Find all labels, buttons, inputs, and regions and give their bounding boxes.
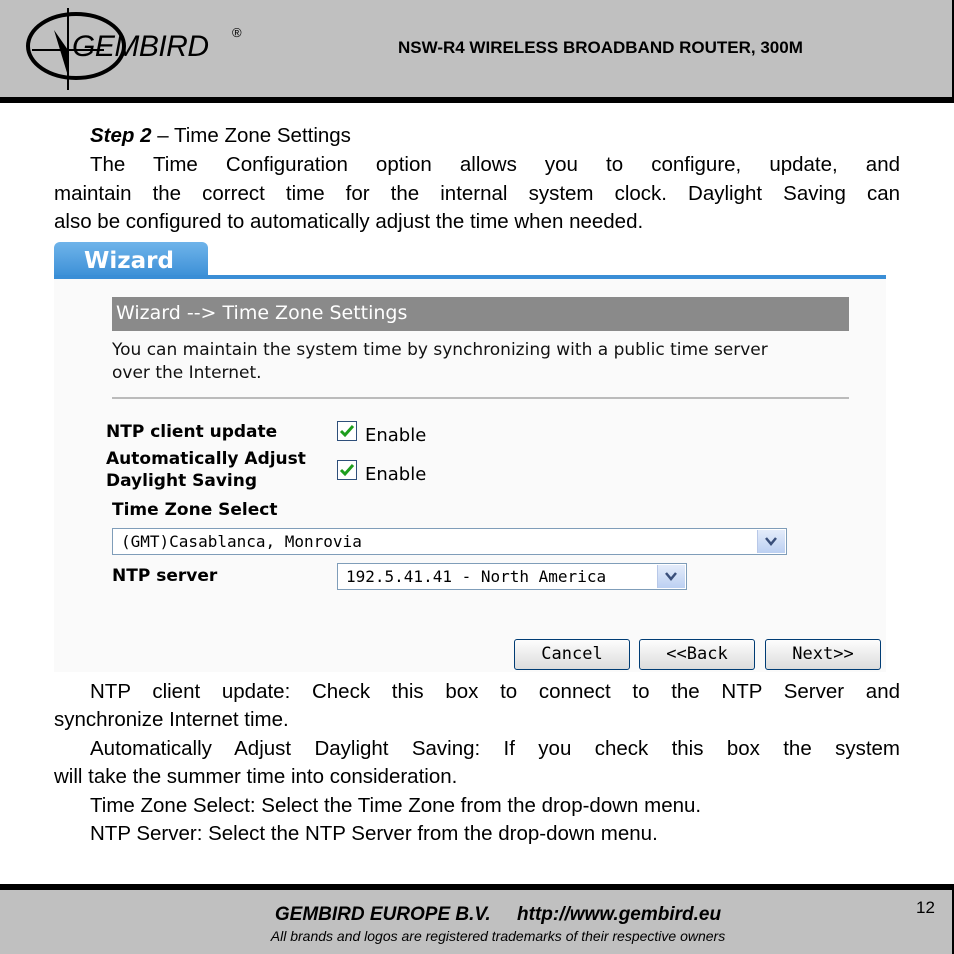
step-label: Step 2 (90, 124, 152, 147)
dst-explanation-line-2: will take the summer time into consideration. (54, 765, 458, 788)
wizard-screenshot (54, 238, 886, 672)
checkmark-icon (339, 423, 355, 439)
dst-label (106, 448, 306, 492)
tz-label: Time Zone Select (112, 500, 278, 520)
ntp-client-label: NTP client update (106, 422, 278, 442)
footer-company: GEMBIRD EUROPE B.V. http://www.gembird.eu (274, 904, 722, 925)
page-header (0, 0, 954, 97)
dst-enable-label: Enable (365, 464, 427, 485)
page-footer (0, 890, 954, 954)
footer-trademark: All brands and logos are registered trademarks of their respective owners (270, 928, 726, 944)
dst-explanation-line-1: Automatically Adjust Daylight Saving: If you check this box the system (90, 737, 900, 760)
tab-wizard[interactable] (54, 242, 208, 278)
ntp-client-enable-label: Enable (365, 425, 427, 446)
step-dash: – (151, 124, 174, 147)
ntp-server-label: NTP server (112, 566, 218, 586)
tz-dropdown-button[interactable] (757, 530, 785, 553)
dst-checkbox[interactable] (337, 460, 357, 480)
ntp-client-checkbox[interactable] (337, 421, 357, 441)
section-title: Wizard --> Time Zone Settings (116, 302, 408, 324)
dst-label-line-1: Automatically Adjust (106, 449, 306, 469)
section-divider (112, 397, 849, 399)
ntp-explanation-line-1: NTP client update: Check this box to connect to the NTP Server and (90, 680, 900, 703)
tz-select-value: (GMT)Casablanca, Monrovia (121, 532, 362, 551)
description-line-1: You can maintain the system time by synchronizing with a public time server (112, 340, 768, 360)
chevron-down-icon (765, 537, 777, 546)
registered-mark: ® (232, 25, 242, 40)
back-button[interactable]: <<Back (639, 639, 755, 670)
intro-line-2: maintain the correct time for the internal system clock. Daylight Saving can (54, 182, 900, 205)
server-explanation: NTP Server: Select the NTP Server from the drop-down menu. (90, 822, 658, 845)
ntp-server-value: 192.5.41.41 - North America (346, 567, 607, 586)
ntp-explanation-line-2: synchronize Internet time. (54, 708, 289, 731)
checkmark-icon (339, 462, 355, 478)
product-title: NSW-R4 WIRELESS BROADBAND ROUTER, 300M (398, 38, 803, 57)
tz-select[interactable] (112, 528, 787, 555)
header-rule (0, 97, 954, 103)
step-heading (54, 122, 900, 150)
brand-name: GEMBIRD (72, 30, 209, 63)
cancel-button[interactable]: Cancel (514, 639, 630, 670)
step-title: Time Zone Settings (173, 124, 351, 147)
next-button[interactable]: Next>> (765, 639, 881, 670)
tz-explanation: Time Zone Select: Select the Time Zone from the drop-down menu. (90, 794, 702, 817)
intro-line-3: also be configured to automatically adjust the time when needed. (54, 210, 644, 233)
section-title-bar (112, 297, 849, 331)
tab-wizard-label: Wizard (84, 248, 174, 274)
description-line-2: over the Internet. (112, 363, 262, 383)
section-description (112, 339, 852, 385)
intro-line-1: The Time Configuration option allows you to configure, update, and (90, 153, 900, 176)
page-number: 12 (916, 898, 935, 917)
ntp-server-dropdown-button[interactable] (657, 565, 685, 588)
ntp-server-select[interactable] (337, 563, 687, 590)
chevron-down-icon (665, 572, 677, 581)
dst-label-line-2: Daylight Saving (106, 471, 258, 491)
